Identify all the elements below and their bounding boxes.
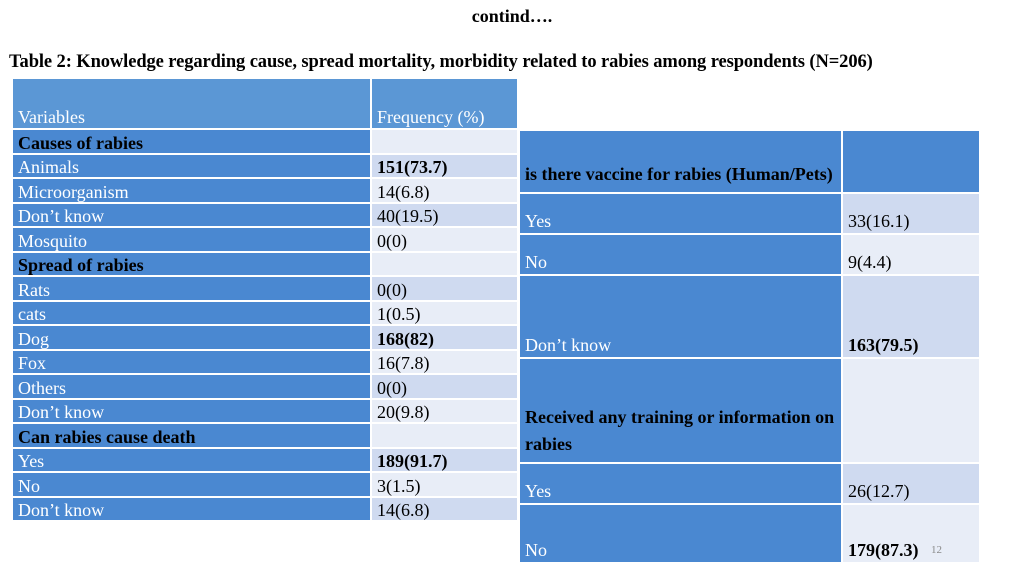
table-row [12,448,518,473]
section-label: Can rabies cause death [12,423,371,448]
section-label: Spread of rabies [12,252,371,277]
row-value: 26(12.7) [842,463,980,504]
row-value: 16(7.8) [371,350,518,375]
row-value: 168(82) [371,325,518,350]
row-label: No [12,472,371,497]
slide-subtitle: contind…. [471,6,553,26]
row-value: 1(0.5) [371,301,518,326]
section-value [371,129,518,154]
row-value: 20(9.8) [371,399,518,424]
row-value: 179(87.3) [842,504,980,563]
section-label: Causes of rabies [12,129,371,154]
table-row [12,472,518,497]
knowledge-table [11,77,519,522]
row-label: Don’t know [12,399,371,424]
table-row [12,350,518,375]
section-value [371,252,518,277]
table-row [12,154,518,179]
row-value: 3(1.5) [371,472,518,497]
table-row [519,193,980,234]
section-value [371,423,518,448]
row-value: 151(73.7) [371,154,518,179]
table-row [519,504,980,563]
row-label: No [519,504,842,563]
row-label: cats [12,301,371,326]
table-row [519,234,980,275]
page-number: 12 [931,544,942,556]
table-header-row [12,78,518,129]
row-label: Mosquito [12,227,371,252]
row-label: Dog [12,325,371,350]
table-row [12,301,518,326]
row-label: Animals [12,154,371,179]
row-label: Don’t know [12,497,371,522]
row-label: Don’t know [12,203,371,228]
question-blank-cell [842,358,980,463]
table-row [12,399,518,424]
training-question: Received any training or information on rabies [519,358,842,463]
table-title: Table 2: Knowledge regarding cause, spread mortality, morbidity related to rabies among respondents (N=206) [9,52,873,72]
table-row [12,276,518,301]
row-value: 14(6.8) [371,497,518,522]
question-row-training [519,358,980,463]
row-label: Yes [519,463,842,504]
row-label: No [519,234,842,275]
row-value: 189(91.7) [371,448,518,473]
row-value: 0(0) [371,374,518,399]
section-row-death [12,423,518,448]
row-value: 14(6.8) [371,178,518,203]
row-value: 163(79.5) [842,275,980,358]
table-row [12,178,518,203]
section-row-spread [12,252,518,277]
table-row [519,275,980,358]
row-value: 9(4.4) [842,234,980,275]
row-label: Others [12,374,371,399]
row-value: 0(0) [371,276,518,301]
question-row-vaccine [519,130,980,193]
table-row [12,325,518,350]
row-label: Fox [12,350,371,375]
row-label: Microorganism [12,178,371,203]
row-label: Yes [12,448,371,473]
section-row-causes [12,129,518,154]
table-row [12,374,518,399]
table-row [12,497,518,522]
header-frequency: Frequency (%) [371,78,518,129]
table-row [519,463,980,504]
row-value: 40(19.5) [371,203,518,228]
row-label: Yes [519,193,842,234]
table-row [12,203,518,228]
question-blank-cell [842,130,980,193]
row-label: Don’t know [519,275,842,358]
table-row [12,227,518,252]
row-label: Rats [12,276,371,301]
row-value: 0(0) [371,227,518,252]
vaccine-training-table [518,129,981,564]
row-value: 33(16.1) [842,193,980,234]
header-variables: Variables [12,78,371,129]
vaccine-question: is there vaccine for rabies (Human/Pets) [519,130,842,193]
